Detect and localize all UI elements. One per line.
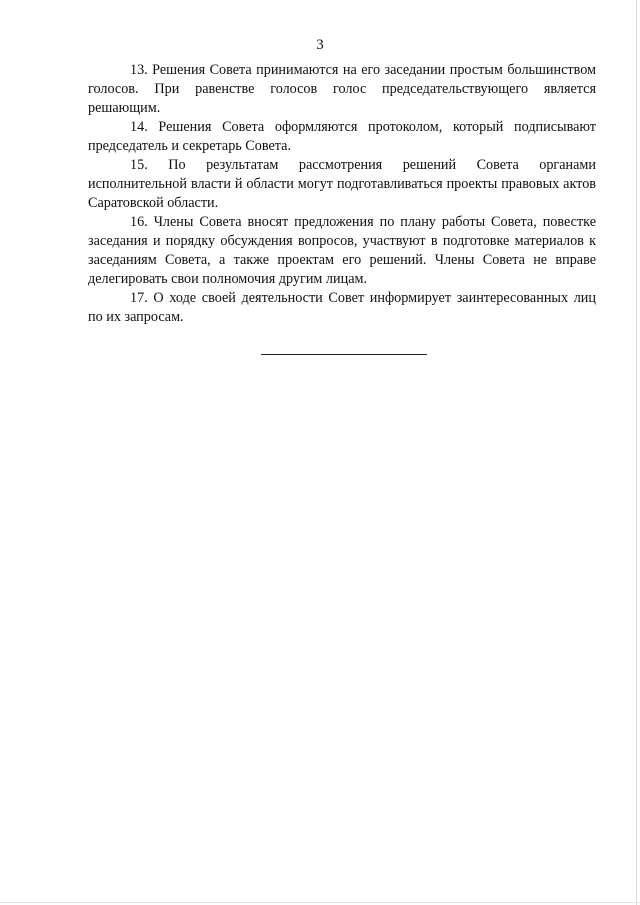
document-body [88, 61, 596, 327]
paragraph-15: 15. По результатам рассмотрения решений Совета органами исполнительной власти й области могут подготавливаться проекты правовых актов Саратовской области. [88, 157, 596, 211]
paragraph-16: 16. Члены Совета вносят предложения по плану работы Совета, повестке заседания и порядку обсуждения вопросов, участвуют в подготовке материалов к заседаниям Совета, а также проектам его решений. Члены Совета не вправе делегировать свои полномочия другим лицам. [88, 214, 596, 287]
paragraph-17: 17. О ходе своей деятельности Совет информирует заинтересованных лиц по их запросам. [88, 290, 596, 325]
page-number: 3 [316, 37, 324, 53]
scan-edge-right [636, 0, 637, 905]
closing-divider-line [261, 354, 427, 355]
scan-edge-bottom [0, 902, 640, 903]
paragraph-13: 13. Решения Совета принимаются на его заседании простым большинством голосов. При равенстве голосов голос председательствующего является решающим. [88, 62, 596, 116]
paragraph-14: 14. Решения Совета оформляются протоколом, который подписывают председатель и секретарь Совета. [88, 119, 596, 154]
